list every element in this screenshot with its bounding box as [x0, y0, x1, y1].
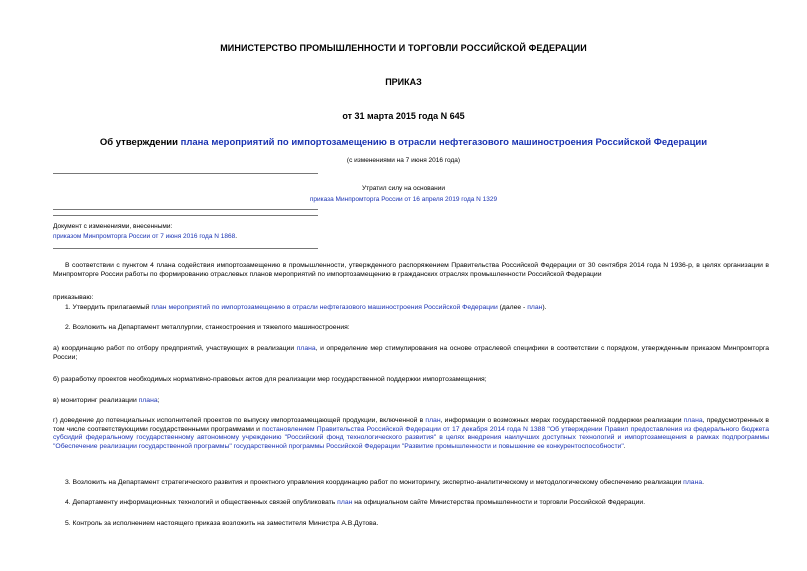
document-date: от 31 марта 2015 года N 645 [342, 111, 465, 121]
document-type: ПРИКАЗ [385, 77, 422, 87]
plan-link[interactable]: плана [683, 417, 703, 424]
plan-link[interactable]: плана [683, 479, 703, 486]
repeal-order-link[interactable]: приказа Минпромторга России от 16 апреля 2019 года N 1329 [309, 196, 498, 203]
repeal-notice-line1: Утратил силу на основании [361, 185, 446, 192]
paragraph-2a: а) координацию работ по отбору предприятий, участвующих в реализации плана, и определение мер стимулирования на основе отраслевой специфики в соответствии с порядком, утвержденным приказом Минпромторга России; [53, 345, 770, 361]
paragraph-3: 3. Возложить на Департамент стратегического развития и проектного управления координацию работ по мониторингу, экспертно-аналитическому и методологическому обеспечению реализации плана. [65, 479, 705, 486]
plan-link[interactable]: план мероприятий по импортозамещению в отрасли нефтегазового машиностроения Российской Федерации [151, 304, 498, 311]
plan-link[interactable]: план [527, 304, 543, 311]
title-plan-link[interactable]: плана мероприятий по импортозамещению в отрасли нефтегазового машиностроения Российской Федерации [180, 137, 708, 148]
document-subtitle: (с изменениями на 7 июня 2016 года) [346, 157, 461, 164]
paragraph-2d: г) доведение до потенциальных исполнителей проектов по выпуску импортозамещающей продукции, включенной в план, информации о возможных мерах государственной поддержки реализации плана, предусмотренных в том числе соответствующими государственными программами и постановлением Правительства Российской Федерации от 17 декабря 2014 года N 1388 "Об утверждении Правил предоставления из федерального бюджета субсидий федеральному государственному автономному учреждению "Российский фонд технологического развития" в целях внедрения наилучших доступных технологий и импортозамещения в рамках подпрограммы "Обеспечение реализации государственной программы" государственной программы Российской Федерации "Развитие промышленности и повышение ее конкурентоспособности". [53, 417, 769, 450]
paragraph-4: 4. Департаменту информационных технологий и общественных связей опубликовать план на официальном сайте Министерства промышленности и торговли Российской Федерации. [65, 499, 646, 506]
plan-link[interactable]: плана [138, 397, 158, 404]
paragraph-preamble: В соответствии с пунктом 4 плана содействия импортозамещению в промышленности, утвержденного распоряжением Правительства Российской Федерации от 30 сентября 2014 года N 1936-р, в целях организации в Минпромторге России работы по формированию отраслевых планов мероприятий по импортозамещению в гражданских отраслях промышленности Российской Федерации [53, 262, 769, 278]
paragraph-5: 5. Контроль за исполнением настоящего приказа возложить на заместителя Министра А.В.Дутова. [65, 520, 379, 527]
divider [53, 215, 318, 216]
divider [53, 209, 318, 210]
plan-link[interactable]: план [337, 499, 353, 506]
plan-link[interactable]: план [425, 417, 441, 424]
paragraph-1: 1. Утвердить прилагаемый план мероприятий по импортозамещению в отрасли нефтегазового машиностроения Российской Федерации (далее - план). [65, 304, 547, 311]
paragraph-order-word: приказываю: [53, 294, 94, 301]
changes-notice-line1: Документ с изменениями, внесенными: [53, 223, 173, 230]
divider [53, 173, 318, 174]
paragraph-2c: в) мониторинг реализации плана; [53, 397, 160, 404]
ministry-name: МИНИСТЕРСТВО ПРОМЫШЛЕННОСТИ И ТОРГОВЛИ РОССИЙСКОЙ ФЕДЕРАЦИИ [220, 43, 587, 53]
title-prefix: Об утверждении [99, 137, 181, 148]
plan-link[interactable]: плана [296, 345, 316, 352]
paragraph-2b: б) разработку проектов необходимых нормативно-правовых актов для реализации мер государственной поддержки импортозамещения; [53, 376, 487, 383]
amending-order-link[interactable]: приказом Минпромторга России от 7 июня 2016 года N 1868 [53, 233, 236, 240]
government-decree-link[interactable]: постановлением Правительства Российской Федерации от 17 декабря 2014 года N 1388 "Об утверждении Правил предоставления из федерального бюджета субсидий федеральному государственному автономному учреждению "Российский фонд технологического развития" в целях внедрения наилучших доступных технологий и импортозамещения в рамках подпрограммы "Обеспечение реализации государственной программы" государственной программы Российской Федерации "Развитие промышленности и повышение ее конкурентоспособности" [53, 425, 769, 450]
paragraph-2: 2. Возложить на Департамент металлургии, станкостроения и тяжелого машиностроения: [65, 324, 350, 331]
document-title [0, 137, 807, 148]
divider [53, 248, 318, 249]
changes-notice-line2: приказом Минпромторга России от 7 июня 2016 года N 1868. [53, 233, 238, 240]
